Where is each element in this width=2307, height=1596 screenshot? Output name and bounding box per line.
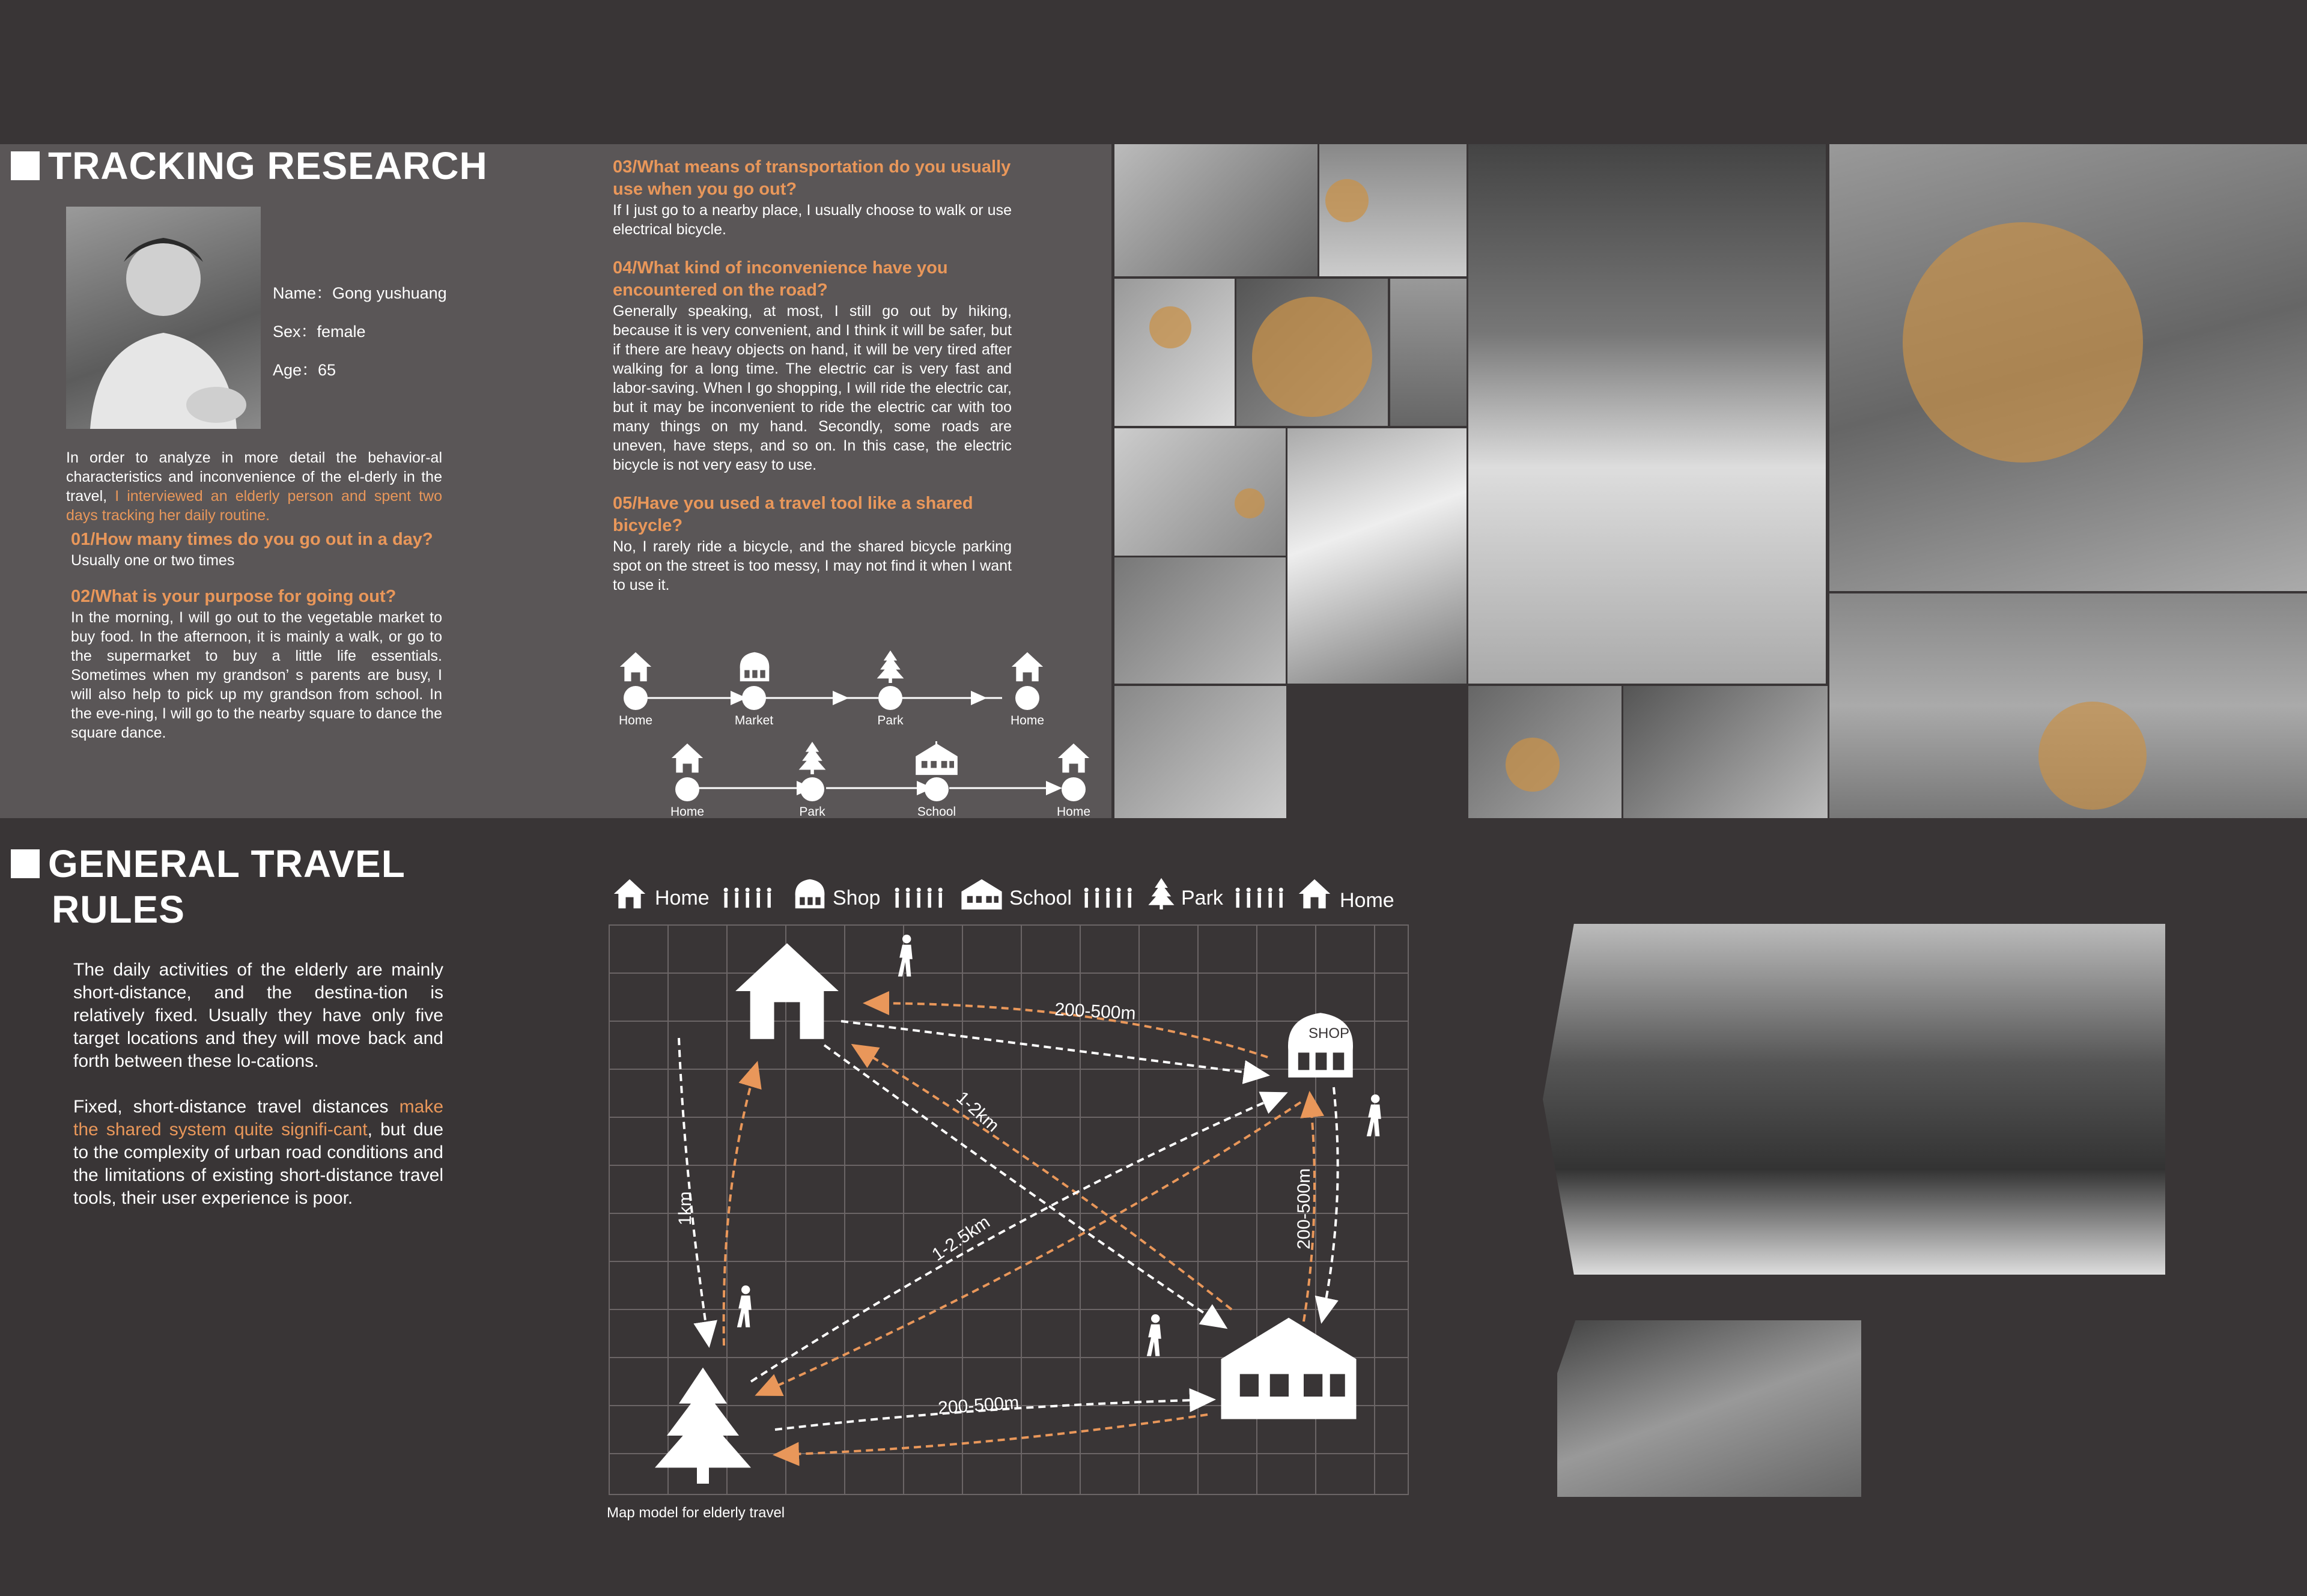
general-rules-title: GENERAL TRAVEL RULES: [11, 841, 406, 932]
route2-stop-3: School: [917, 805, 956, 819]
people-icon: [724, 888, 771, 908]
photo-stone-steps: [1829, 144, 2307, 591]
profile-sex: Sex：female: [273, 323, 366, 341]
legend-shop: Shop: [833, 887, 881, 909]
market-icon: [740, 652, 770, 682]
pedestrian-icon: [1147, 1314, 1161, 1356]
park-icon: [799, 742, 826, 774]
answer-01: Usually one or two times: [71, 552, 235, 569]
distance-park-school: 200-500m: [937, 1392, 1020, 1418]
question-02: 02/What is your purpose for going out?: [71, 587, 397, 606]
travel-map-model: [601, 871, 1442, 1532]
intro-plain: In order to analyze in more detail the behavior-al characteristics and inconvenience of the el-derly in the travel,: [66, 449, 442, 505]
portrait-figure-icon: [66, 207, 261, 429]
intro-paragraph: [66, 448, 442, 525]
photo-tree-lined-path: [1468, 144, 1826, 684]
highlight-circle: [1506, 738, 1560, 792]
photo-woman-walking: [1319, 144, 1467, 276]
park-icon: [877, 651, 904, 683]
map-shop-icon: [1288, 1013, 1353, 1077]
distance-home-shop: 200-500m: [1054, 1000, 1137, 1024]
profile-name: Name：Gong yushuang: [273, 284, 447, 302]
photo-woman-bending: [1114, 557, 1286, 684]
profile-age: Age：65: [273, 361, 336, 379]
answer-04: Generally speaking, at most, I still go out by hiking, because it is very convenient, and I think it will be safer, but if there are heavy objects on hand, it will be very tired after walking for a long time. The electric car is very fast and labor-saving. When I go shopping, I will ride the electric car, but it may be inconvenient to ride the electric car with too many things on my hand. Secondly, some roads are uneven, have steps, and so on. In this case, the electric bicycle is not very easy to use.: [613, 303, 1012, 473]
photo-ground-steps: [1829, 593, 2307, 818]
photo-vegetable-market: [1623, 686, 1828, 818]
rules-paragraph-2: Fixed, short-distance travel distances make the shared system quite signifi-cant, but due to the complexity of urban road conditions and the limitations of existing short-distance travel tools, their user experience is poor.: [73, 1097, 444, 1208]
photo-elderly-couple-shopping: [1543, 924, 2165, 1275]
interviewee-portrait: [66, 207, 261, 429]
tracking-title: TRACKING RESEARCH: [11, 143, 488, 189]
pedestrian-icon: [1367, 1094, 1381, 1136]
people-icon: [1084, 888, 1132, 908]
highlight-circle: [1149, 306, 1191, 348]
intro-highlight: I interviewed an elderly person and spent two days tracking her daily routine.: [66, 488, 442, 524]
highlight-circle: [1252, 297, 1372, 417]
map-legend: [614, 878, 1394, 912]
question-03: 03/What means of transportation do you usually use when you go out?: [613, 157, 1011, 199]
question-05: 05/Have you used a travel tool like a shared bicycle?: [613, 494, 973, 535]
distance-park-shop: 1-2.5km: [928, 1212, 994, 1265]
legend-home: Home: [655, 887, 710, 909]
photo-woman-standing: [1390, 279, 1467, 426]
distance-shop-school: 200-500m: [1294, 1168, 1314, 1249]
route2-stop-1: Home: [670, 805, 705, 819]
distance-home-school: 1-2km: [952, 1087, 1003, 1136]
answer-03: If I just go to a nearby place, I usually choose to walk or use electrical bicycle.: [613, 202, 1012, 238]
legend-home-end: Home: [1340, 889, 1394, 912]
photo-scooter-wheel: [1236, 279, 1388, 426]
legend-school: School: [1009, 887, 1072, 909]
general-rules-text: [73, 959, 443, 1210]
distance-home-park: 1km: [675, 1191, 695, 1225]
route1-stop-1: Home: [618, 714, 653, 727]
home-icon: [620, 652, 651, 682]
question-01: 01/How many times do you go out in a day?: [71, 530, 433, 549]
photo-building-entrance: [1114, 428, 1286, 556]
route-2: [670, 741, 1090, 819]
route1-stop-3: Park: [877, 714, 904, 727]
svg-text:SHOP: SHOP: [1308, 1025, 1350, 1042]
highlight-circle: [1325, 179, 1369, 222]
highlight-circle: [1235, 488, 1265, 518]
question-04: 04/What kind of inconvenience have you encountered on the road?: [613, 258, 948, 300]
legend-park: Park: [1181, 887, 1223, 909]
daily-routes-diagram: [607, 643, 1099, 823]
school-icon: [916, 741, 958, 775]
route2-stop-4: Home: [1056, 805, 1091, 819]
answer-02: In the morning, I will go out to the vegetable market to buy food. In the afternoon, it is mainly a walk, or go to the supermarket to buy a little life essentials. Sometimes when my grandson’ s parents are busy, I will also help to pick up my grandson from school. In the eve-ning, I will go to the nearby square to dance the square dance.: [71, 609, 442, 741]
people-icon: [1236, 888, 1283, 908]
map-school-icon: [1221, 1318, 1357, 1419]
photo-scooter-parked: [1114, 144, 1318, 276]
pedestrian-icon: [898, 935, 913, 977]
map-caption: Map model for elderly travel: [607, 1505, 785, 1521]
tracking-middle-column: [613, 156, 1012, 595]
title-square-icon: [11, 849, 40, 878]
school-icon: [961, 879, 1002, 909]
route-1: [619, 651, 1044, 727]
photo-basket-bag: [1114, 279, 1235, 426]
map-home-icon: [735, 943, 839, 1039]
shop-icon: [795, 879, 825, 909]
route1-stop-2: Market: [734, 714, 774, 727]
home-icon: [672, 744, 703, 773]
home-icon: [1058, 744, 1089, 773]
route2-stop-2: Park: [799, 805, 825, 819]
photo-woman-walking-path: [1114, 686, 1286, 818]
photo-elderly-with-child: [1557, 1320, 1861, 1497]
home-icon: [614, 879, 645, 909]
answer-05: No, I rarely ride a bicycle, and the shared bicycle parking spot on the street is too messy, I may not find it when I want to use it.: [613, 538, 1012, 593]
home-icon: [1299, 879, 1330, 909]
tracking-left-column: [66, 448, 442, 742]
pedestrian-icon: [737, 1285, 752, 1327]
profile-info: [273, 274, 447, 389]
photo-walking-uneven-path: [1468, 686, 1622, 818]
highlight-circle: [2038, 702, 2147, 810]
people-icon: [895, 888, 943, 908]
park-icon: [1148, 878, 1174, 909]
highlight-circle: [1903, 222, 2143, 463]
photo-woman-with-scooter: [1287, 428, 1467, 684]
map-park-icon: [655, 1368, 751, 1484]
home-icon: [1012, 652, 1043, 682]
route1-stop-4: Home: [1010, 714, 1045, 727]
title-square-icon: [11, 151, 40, 180]
rules-paragraph-1: The daily activities of the elderly are mainly short-distance, and the destina-tion is relatively fixed. Usually they have only five target locations and they will move back and forth between these lo-cations.: [73, 960, 443, 1071]
